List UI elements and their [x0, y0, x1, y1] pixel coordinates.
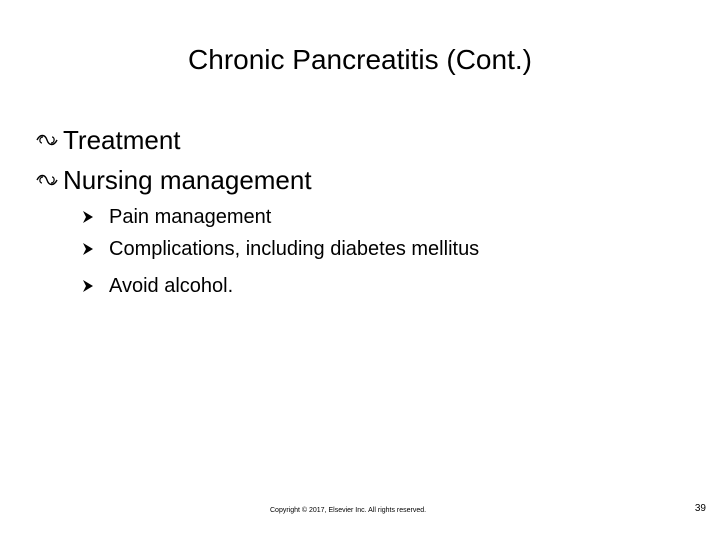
- bullet-label: Nursing management: [63, 165, 312, 195]
- copyright-notice: Copyright © 2017, Elsevier Inc. All rights reserved.: [270, 507, 427, 514]
- bullet-item-nursing-management: [36, 164, 312, 196]
- page-number: 39: [694, 503, 706, 514]
- bullet-item-treatment: [36, 124, 181, 156]
- arrow-bullet-icon: [80, 209, 96, 225]
- swirl-bullet-icon: [36, 130, 62, 150]
- sub-bullet-label: Pain management: [109, 206, 272, 228]
- slide-title: Chronic Pancreatitis (Cont.): [188, 44, 532, 75]
- arrow-bullet-icon: [80, 241, 96, 257]
- sub-bullet-item-pain-management: [80, 204, 271, 230]
- sub-bullet-item-avoid-alcohol: [80, 273, 233, 299]
- bullet-label: Treatment: [63, 125, 181, 155]
- sub-bullet-label: Avoid alcohol.: [109, 275, 234, 297]
- sub-bullet-label: Complications, including diabetes mellitus: [109, 238, 480, 260]
- arrow-bullet-icon: [80, 278, 96, 294]
- sub-bullet-item-complications: [80, 236, 479, 262]
- swirl-bullet-icon: [36, 170, 62, 190]
